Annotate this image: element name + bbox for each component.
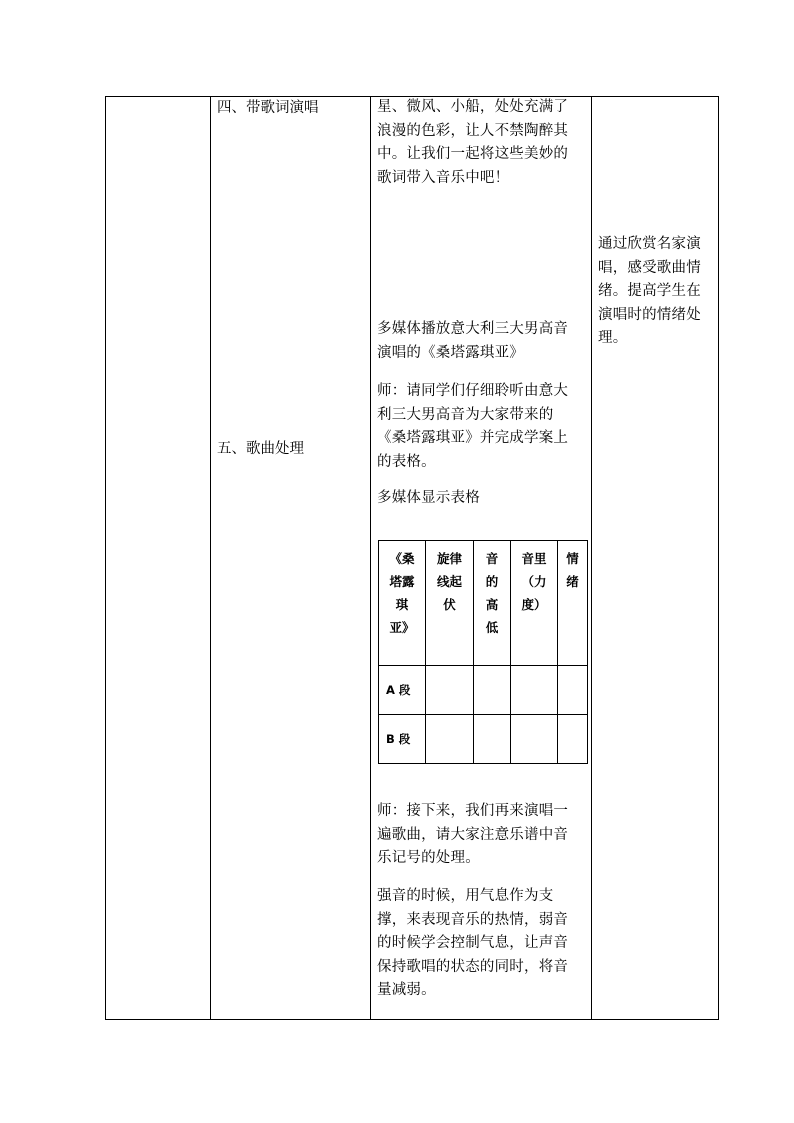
worksheet-header-row: [379, 541, 588, 666]
teacher-listen-paragraph: 师：请同学们仔细聆听由意大利三大男高音为大家带来的《桑塔露琪亚》并完成学案上的表格。: [377, 383, 569, 470]
header-melody: 旋律线起伏: [426, 541, 474, 666]
header-pitch: 音的高低: [474, 541, 511, 666]
blank-cell: [558, 666, 588, 715]
lyrics-intro-paragraph: 星、微风、小船，处处充满了浪漫的色彩，让人不禁陶醉其中。让我们一起将这些美妙的歌词带入音乐中吧！: [377, 99, 569, 186]
breath-control-paragraph: 强音的时候，用气息作为支撑，来表现音乐的热情，弱音的时候学会控制气息，让声音保持歌唱的状态的同时，将音量减弱。: [377, 888, 569, 998]
teacher-sing-again-paragraph: 师：接下来，我们再来演唱一遍歌曲，请大家注意乐谱中音乐记号的处理。: [377, 803, 569, 866]
header-dynamics: 音里（力度）: [511, 541, 558, 666]
header-song-title: 《桑塔露琪亚》: [379, 541, 426, 666]
step-four-title: 四、带歌词演唱: [217, 100, 319, 116]
column-divider: [370, 97, 371, 1019]
blank-cell: [511, 715, 558, 764]
row-label-a: A 段: [379, 666, 426, 715]
multimedia-play-paragraph: 多媒体播放意大利三大男高音演唱的《桑塔露琪亚》: [377, 321, 569, 361]
worksheet-row-b: [379, 715, 588, 764]
blank-cell: [426, 666, 474, 715]
column-divider: [591, 97, 592, 1019]
blank-cell: [558, 715, 588, 764]
blank-cell: [511, 666, 558, 715]
column-divider: [210, 97, 211, 1019]
blank-cell: [474, 715, 511, 764]
blank-cell: [474, 666, 511, 715]
header-emotion: 情绪: [558, 541, 588, 666]
step-five-title: 五、歌曲处理: [217, 441, 304, 457]
design-intent-note: 通过欣赏名家演唱，感受歌曲情绪。提高学生在演唱时的情绪处理。: [598, 236, 701, 346]
worksheet-table: [378, 540, 588, 764]
worksheet-row-a: [379, 666, 588, 715]
multimedia-table-paragraph: 多媒体显示表格: [377, 490, 480, 506]
row-label-b: B 段: [379, 715, 426, 764]
blank-cell: [426, 715, 474, 764]
